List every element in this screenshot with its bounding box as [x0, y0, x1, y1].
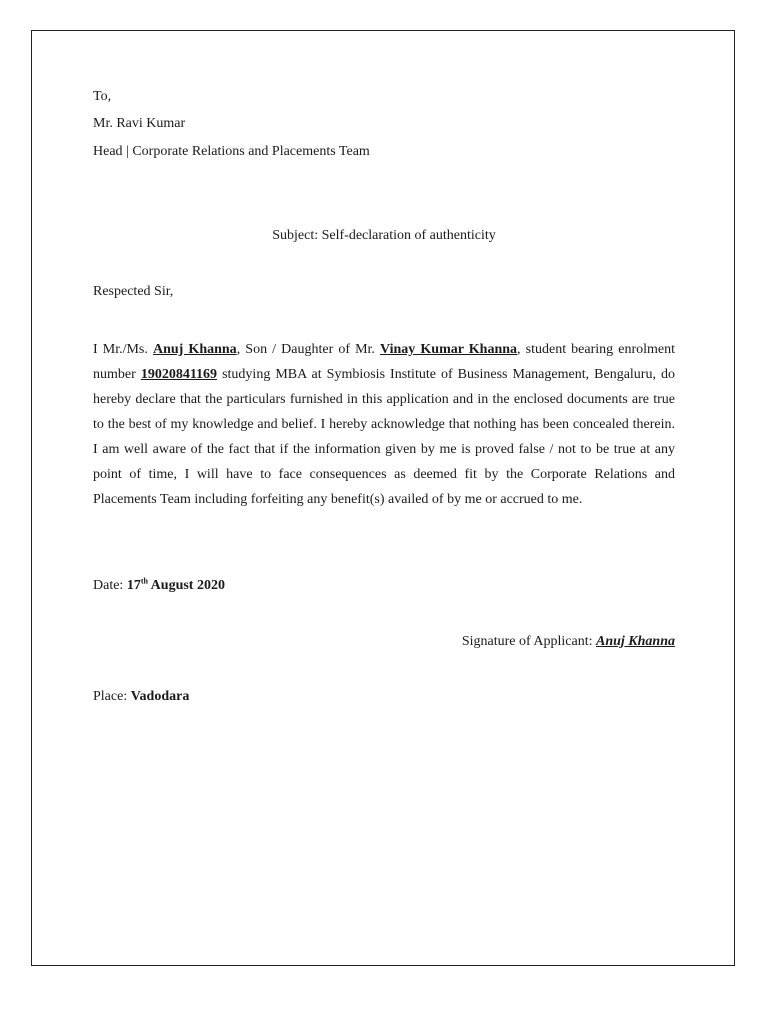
recipient-designation: Head | Corporate Relations and Placements Team	[93, 144, 370, 159]
salutation: Respected Sir,	[93, 284, 174, 299]
declaration-text-2: , Son / Daughter of Mr.	[236, 342, 381, 357]
declaration-text-4: studying MBA at Symbiosis Institute of Business Management, Bengaluru, do hereby declare that the particulars furnished in this application and in the enclosed documents are true to the best of my knowledge and belief. I hereby acknowledge that nothing has been concealed therein. I am well aware of the fact that if the information given by me is proved false / not to be true at any point of time, I will have to face consequences as deemed fit by the Corporate Relations and Placements Team including forfeiting any benefit(s) availed of by me or accrued to me.	[93, 367, 675, 507]
address-to: To,	[93, 89, 112, 104]
applicant-name: Anuj Khanna	[152, 342, 237, 357]
signature-value: Anuj Khanna	[596, 634, 675, 649]
date-day: 17	[126, 578, 141, 593]
place-line	[93, 688, 189, 706]
parent-name: Vinay Kumar Khanna	[380, 342, 518, 357]
recipient-name: Mr. Ravi Kumar	[93, 116, 186, 131]
date-suffix: th	[140, 576, 148, 586]
declaration-text-1: I Mr./Ms.	[93, 342, 153, 357]
enrolment-number: 19020841169	[140, 367, 218, 382]
date-line	[93, 577, 225, 595]
place-label: Place:	[93, 689, 131, 704]
declaration-paragraph	[93, 337, 675, 512]
subject-line: Subject: Self-declaration of authenticity	[272, 228, 496, 243]
signature-line	[93, 633, 675, 651]
date-label: Date:	[93, 578, 127, 593]
signature-label: Signature of Applicant:	[461, 634, 596, 649]
place-value: Vadodara	[130, 689, 190, 704]
declaration-text-3: , student bearing enrolment number	[93, 342, 676, 382]
date-month-year: August 2020	[147, 578, 225, 593]
